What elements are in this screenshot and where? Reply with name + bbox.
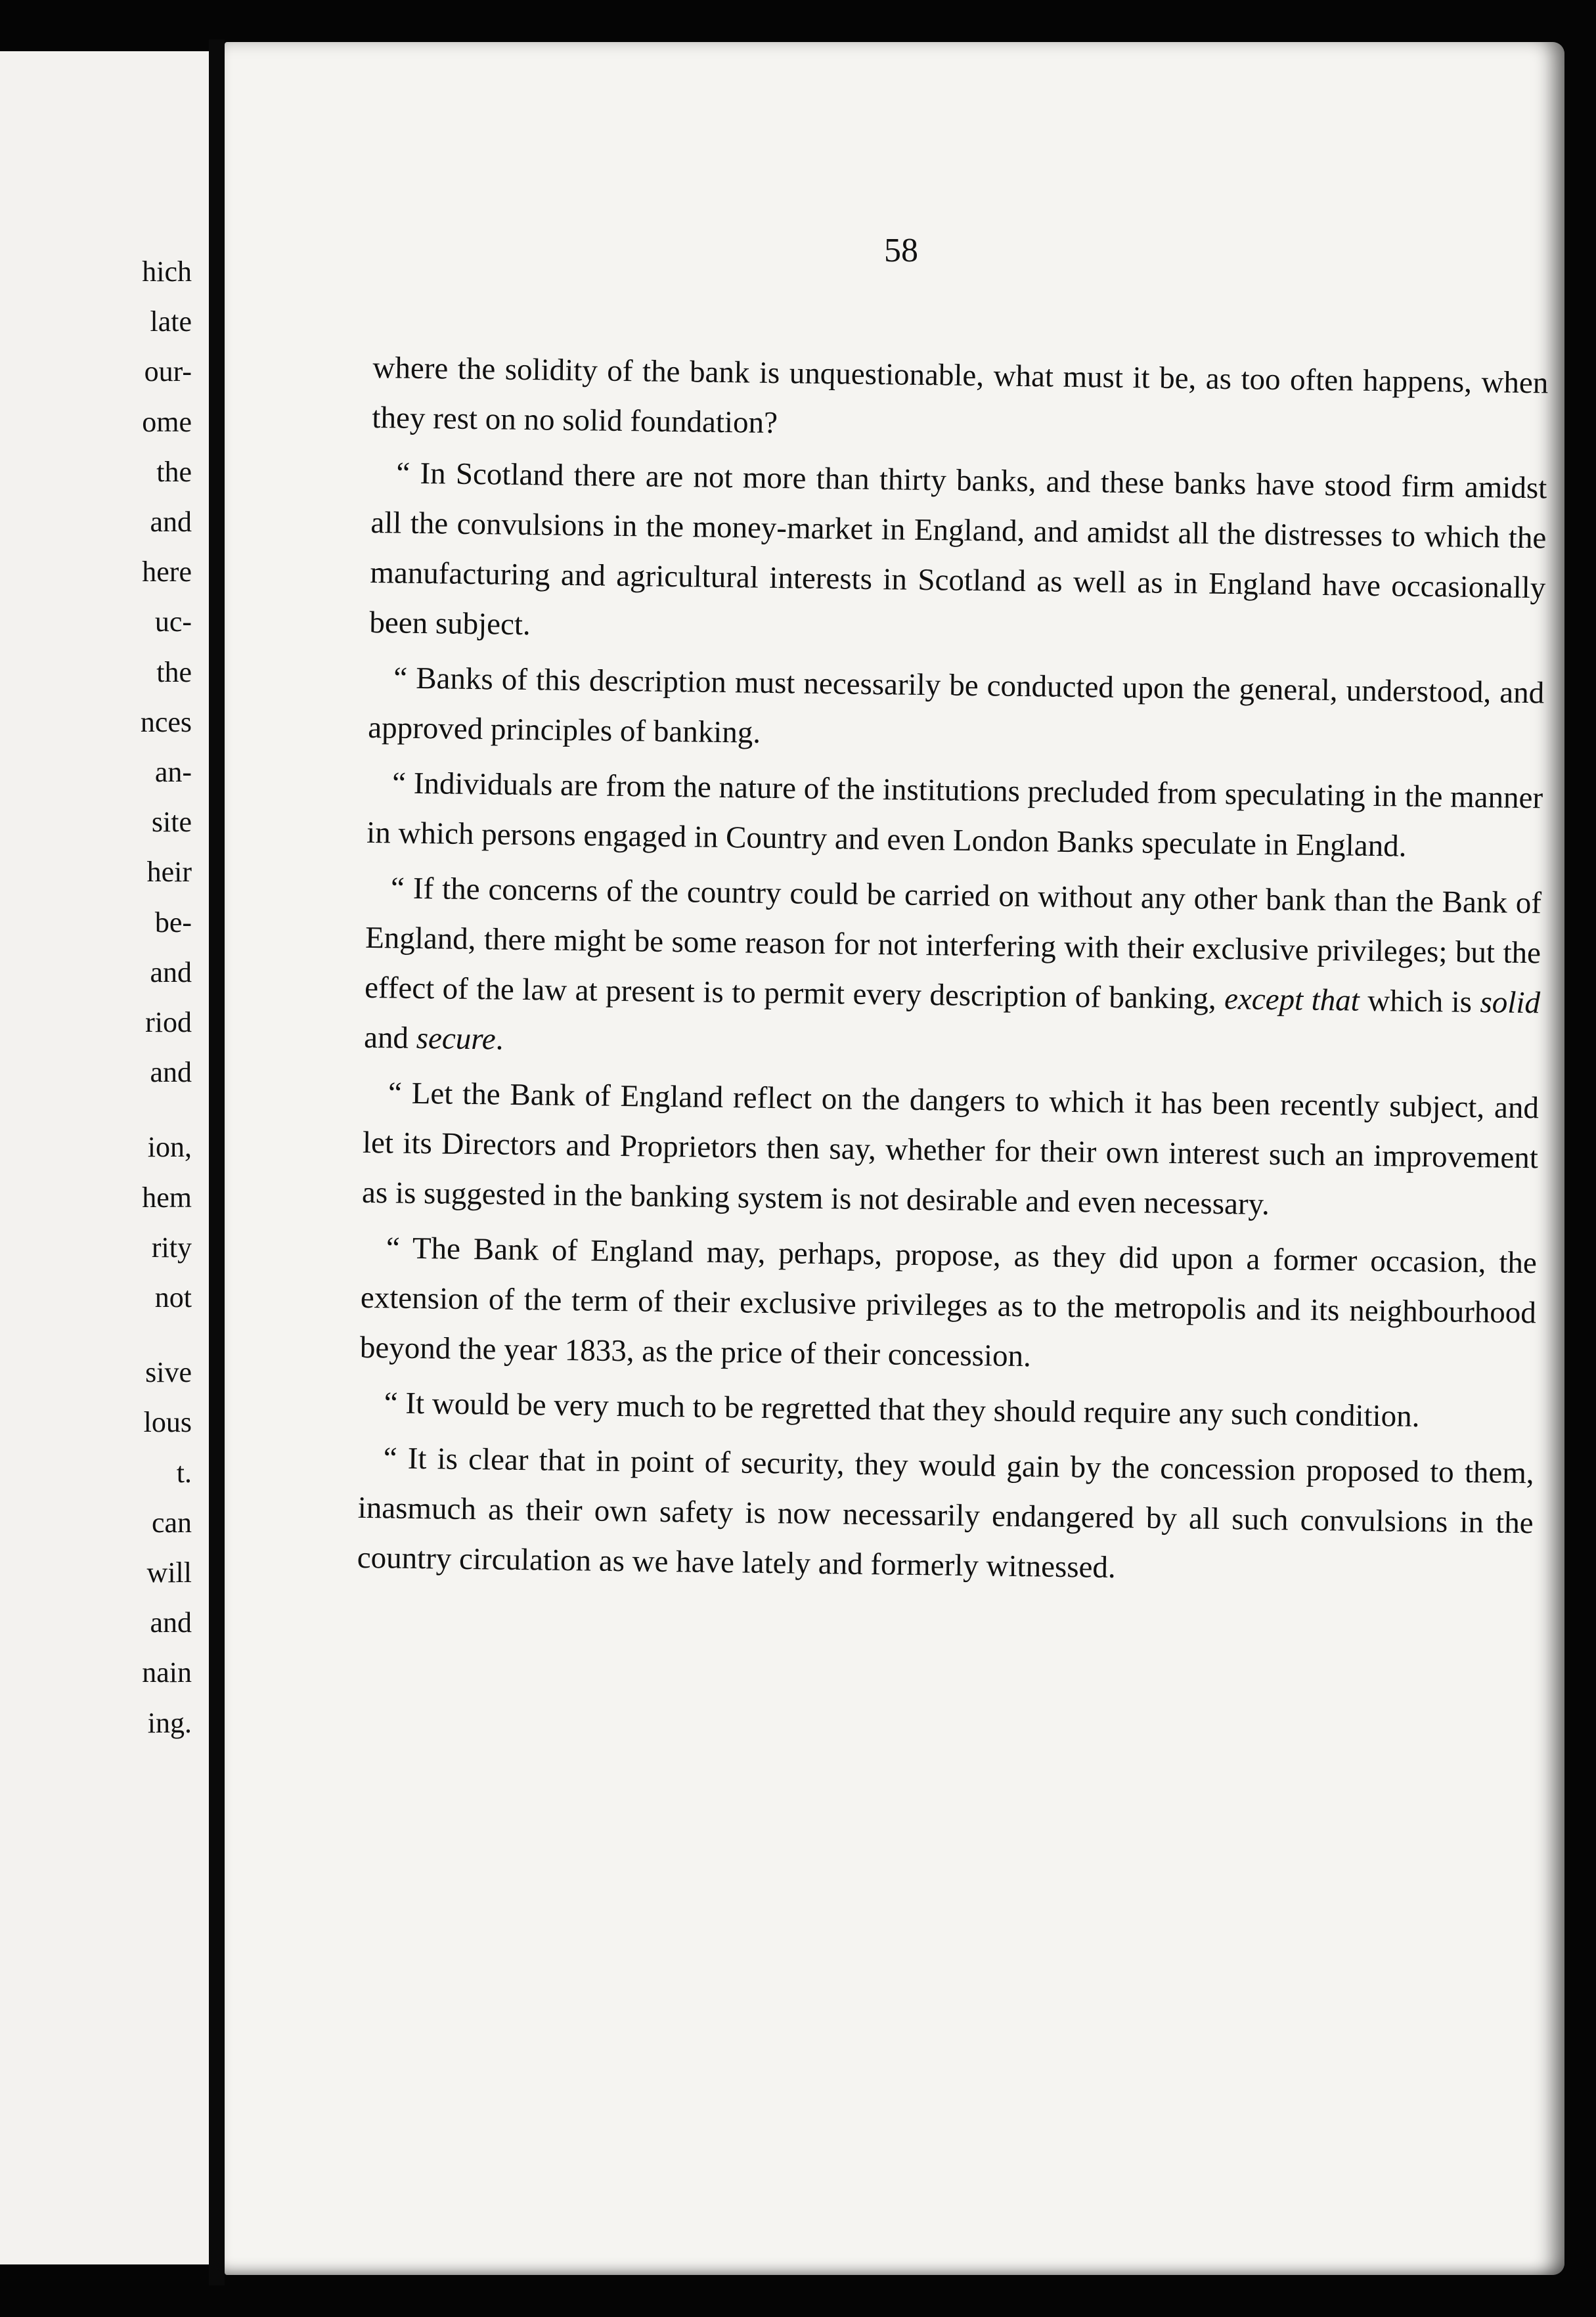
paragraph bbox=[359, 1223, 1537, 1388]
paragraph bbox=[366, 758, 1543, 873]
text-segment: “ It would be very much to be regretted that they should require any such condition. bbox=[384, 1386, 1420, 1434]
text-segment: “ If the concerns of the country could be carried on without any other bank than the Bank of England, there might be some reason for not interfering with their exclusive privileges; but the effect of the law at present is to permit every description of banking, bbox=[364, 871, 1542, 1017]
left-page-fragment: nain bbox=[142, 1656, 192, 1689]
body-text bbox=[357, 343, 1549, 1603]
text-segment: which is bbox=[1359, 983, 1480, 1020]
left-page-fragment: ome bbox=[142, 405, 192, 438]
left-page-fragment: not bbox=[154, 1281, 192, 1313]
paragraph bbox=[368, 653, 1545, 768]
left-facing-page bbox=[0, 51, 209, 2264]
left-page-fragment: t. bbox=[176, 1456, 192, 1489]
left-page-fragment: late bbox=[150, 305, 192, 338]
left-page-fragment: and bbox=[150, 1056, 192, 1089]
left-page-fragment: and bbox=[150, 1606, 192, 1639]
left-page-fragment: and bbox=[150, 506, 192, 538]
left-page-fragment: heir bbox=[146, 856, 192, 889]
paragraph bbox=[359, 1378, 1535, 1443]
paragraph bbox=[362, 1068, 1540, 1233]
left-page-fragment: the bbox=[156, 455, 192, 488]
page-number: 58 bbox=[884, 232, 918, 269]
paragraph bbox=[364, 863, 1542, 1078]
left-page-fragment: hem bbox=[142, 1181, 192, 1214]
binding-gutter bbox=[209, 39, 225, 2285]
paragraph bbox=[369, 448, 1547, 663]
left-page-fragment: our- bbox=[144, 355, 192, 388]
left-page-fragment: an- bbox=[154, 756, 192, 788]
left-page-fragment: rity bbox=[151, 1231, 192, 1264]
paragraph bbox=[357, 1433, 1534, 1598]
left-page-fragment: be- bbox=[154, 906, 192, 938]
left-page-fragment: will bbox=[146, 1556, 192, 1589]
left-page-fragment: sive bbox=[145, 1356, 192, 1389]
italic-text: except that bbox=[1224, 982, 1360, 1018]
text-segment: “ Banks of this description must necessarily be conducted upon the general, understood, and approved principles of banking. bbox=[367, 661, 1545, 750]
left-page-fragment: the bbox=[156, 655, 192, 688]
text-segment: “ In Scotland there are not more than thirty banks, and these banks have stood firm amidst all the convulsions in the money-market in England, and amidst all the distresses to which the manufacturing and agricultural interests in Scotland as well as in England have occasionally been subject. bbox=[369, 456, 1547, 642]
left-page-fragment: riod bbox=[145, 1006, 192, 1038]
main-page bbox=[225, 42, 1564, 2275]
text-segment: and bbox=[363, 1020, 417, 1055]
text-segment: “ Individuals are from the nature of the institutions precluded from speculating in the manner in which persons engaged in Country and even London Banks speculate in England. bbox=[366, 766, 1543, 864]
left-page-fragment: uc- bbox=[154, 606, 192, 638]
paragraph bbox=[372, 343, 1549, 458]
left-page-fragment: and bbox=[150, 956, 192, 988]
left-page-fragment: nces bbox=[140, 705, 192, 738]
text-segment: where the solidity of the bank is unquestionable, what must it be, as too often happens, when they rest on no solid foundation? bbox=[372, 350, 1549, 441]
left-page-fragment: site bbox=[151, 806, 192, 839]
text-segment: “ It is clear that in point of security, they would gain by the concession proposed to them, inasmuch as their own safety is now necessarily endangered by all such convulsions in the country circulation as we have lately and formerly witnessed. bbox=[357, 1441, 1534, 1585]
left-page-fragment: ion, bbox=[147, 1131, 192, 1164]
left-page-fragment: ing. bbox=[147, 1706, 192, 1739]
text-segment: . bbox=[495, 1022, 504, 1057]
left-page-fragment: hich bbox=[142, 255, 192, 288]
left-page-fragment: here bbox=[142, 556, 192, 588]
italic-text: solid bbox=[1480, 985, 1541, 1021]
italic-text: secure bbox=[416, 1021, 497, 1057]
text-segment: “ The Bank of England may, perhaps, propose, as they did upon a former occasion, the extension of the term of their exclusive privileges as to the metropolis and its neighbourhood beyond the year 1833, as the price of their concession. bbox=[359, 1231, 1538, 1374]
text-segment: “ Let the Bank of England reflect on the dangers to which it has been recently subject, and let its Directors and Proprietors then say, whether for their own interest such an improvement as is suggested in the banking system is not desirable and even necessary. bbox=[361, 1076, 1540, 1222]
left-page-fragment: lous bbox=[143, 1406, 192, 1439]
left-page-fragment: can bbox=[151, 1506, 192, 1539]
